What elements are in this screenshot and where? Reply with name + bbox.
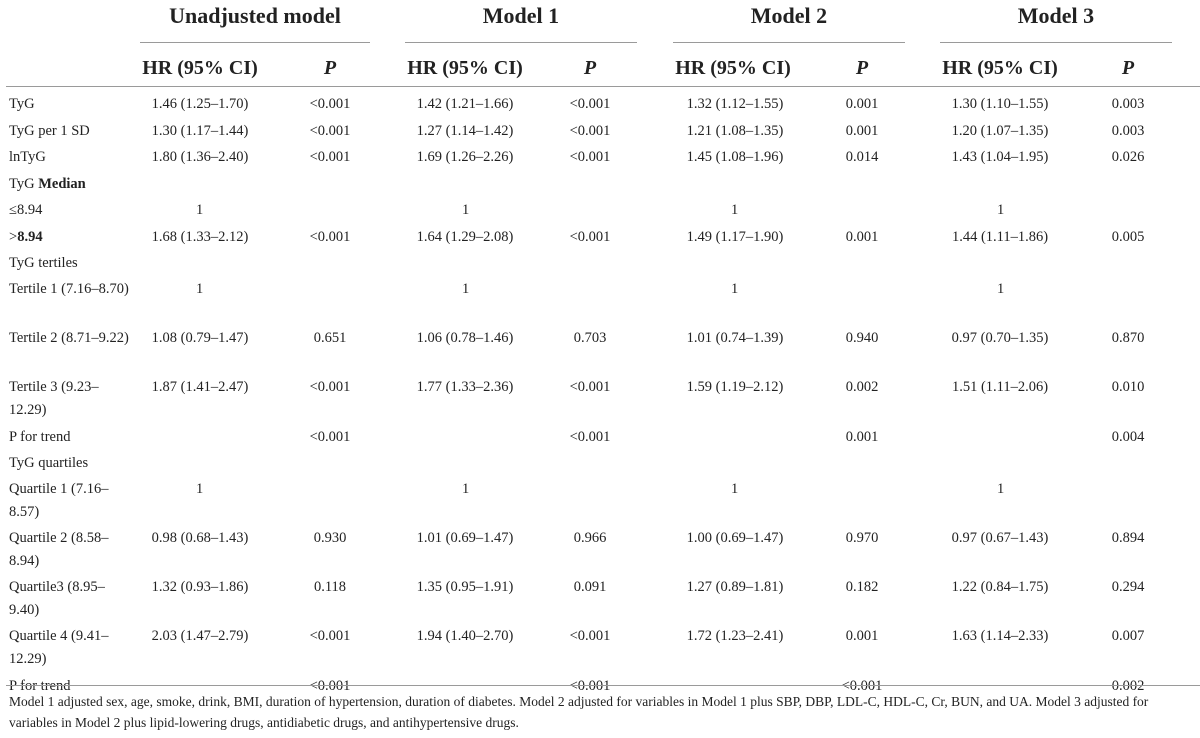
p-value-cell: 0.870 <box>1111 329 1145 346</box>
hr-cell: 1 <box>997 280 1005 297</box>
subheader-hr: HR (95% CI) <box>407 57 523 79</box>
hr-cell: 1 <box>462 480 470 497</box>
hr-cell: 1.44 (1.11–1.86) <box>951 228 1049 245</box>
p-value-cell: 0.894 <box>1111 529 1145 546</box>
hr-cell: 1.64 (1.29–2.08) <box>416 228 514 245</box>
row-label-bold: 8.94 <box>17 228 43 245</box>
table-row <box>0 250 1200 277</box>
row-label <box>9 478 129 524</box>
p-value-cell: 0.004 <box>1111 428 1145 445</box>
p-value-cell: 0.940 <box>845 329 879 346</box>
row-label <box>9 450 129 477</box>
hr-cell: 1.35 (0.95–1.91) <box>416 578 514 595</box>
row-label-text: P for trend <box>9 677 71 694</box>
hr-cell: 0.97 (0.70–1.35) <box>951 329 1049 346</box>
group-rule <box>140 42 370 43</box>
row-label-text: TyG quartiles <box>9 455 89 471</box>
row-label-bold: Median <box>38 175 86 192</box>
hr-cell: 1.45 (1.08–1.96) <box>686 149 784 165</box>
row-label-text: ≤8.94 <box>9 202 43 218</box>
hr-cell: 1.06 (0.78–1.46) <box>416 329 514 346</box>
subheader-hr: HR (95% CI) <box>942 57 1058 79</box>
hr-cell: 1.08 (0.79–1.47) <box>151 329 249 346</box>
row-label <box>9 118 129 145</box>
hr-cell: 1.27 (1.14–1.42) <box>416 122 514 139</box>
table-row <box>0 118 1200 145</box>
p-value-cell: 0.001 <box>845 627 879 644</box>
p-value-cell: <0.001 <box>309 627 351 644</box>
p-value-cell: <0.001 <box>309 378 351 395</box>
p-value-cell: 0.002 <box>845 378 879 395</box>
group-header-unadjusted: Unadjusted model <box>169 3 341 28</box>
table-row <box>0 575 1200 624</box>
hr-cell: 1 <box>731 202 739 218</box>
row-label <box>9 171 129 198</box>
hr-cell: 1.32 (0.93–1.86) <box>151 578 249 595</box>
hr-cell: 1.30 (1.10–1.55) <box>951 96 1049 112</box>
row-label-text: TyG tertiles <box>9 255 78 271</box>
row-label-text: Quartile 1 (7.16–8.57) <box>9 480 109 520</box>
p-value-cell: <0.001 <box>309 228 351 245</box>
subheader-p: P <box>855 57 869 79</box>
hr-cell: 1 <box>731 480 739 497</box>
p-value-cell: 0.966 <box>573 529 607 546</box>
table-row <box>0 450 1200 477</box>
hr-cell: 1.69 (1.26–2.26) <box>416 149 514 165</box>
hr-cell: 1.80 (1.36–2.40) <box>151 149 249 165</box>
subheader-p: P <box>583 57 597 79</box>
p-value-cell: 0.001 <box>845 122 879 139</box>
row-label-text: Quartile 4 (9.41–12.29) <box>9 627 109 667</box>
hr-cell: 1 <box>196 480 204 497</box>
subheader-p: P <box>1121 57 1135 79</box>
footer-rule <box>6 685 1200 686</box>
table-footnote: Model 1 adjusted sex, age, smoke, drink, BMI, duration of hypertension, duration of diabetes. Model 2 adjusted for variables in Model 1 plus SBP, DBP, LDL-C, HDL-C, Cr, BUN, and UA. Model 3 adjusted for variables in Model 2 plus lipid-lowering drugs, antidiabetic drugs, and antihypertensive drugs. <box>9 694 1149 730</box>
p-value-cell: 0.118 <box>313 578 347 595</box>
p-value-cell: <0.001 <box>309 122 351 139</box>
table-row <box>0 424 1200 451</box>
group-header-model-2: Model 2 <box>750 3 828 28</box>
hr-cell: 1.32 (1.12–1.55) <box>686 96 784 112</box>
hr-cell: 1.22 (0.84–1.75) <box>951 578 1049 595</box>
row-label-text: Tertile 2 (8.71–9.22) <box>9 329 129 346</box>
p-value-cell: <0.001 <box>309 677 351 694</box>
p-value-cell: 0.007 <box>1111 627 1145 644</box>
p-value-cell: <0.001 <box>569 428 611 445</box>
p-value-cell: <0.001 <box>569 149 611 165</box>
table-row <box>0 477 1200 526</box>
p-value-cell: 0.970 <box>845 529 879 546</box>
table-body <box>0 91 1200 699</box>
p-value-cell: 0.182 <box>845 578 879 595</box>
group-rule <box>673 42 905 43</box>
hr-cell: 2.03 (1.47–2.79) <box>151 627 249 644</box>
p-value-cell: <0.001 <box>309 149 351 165</box>
hr-cell: 1.21 (1.08–1.35) <box>686 122 784 139</box>
hr-cell: 1.87 (1.41–2.47) <box>151 378 249 395</box>
hr-cell: 1.77 (1.33–2.36) <box>416 378 514 395</box>
hr-cell: 1 <box>997 480 1005 497</box>
row-label-text: TyG <box>9 175 39 192</box>
hr-cell: 1 <box>462 202 470 218</box>
row-label <box>9 250 129 277</box>
hr-cell: 1 <box>462 280 470 297</box>
p-value-cell: 0.014 <box>845 149 879 165</box>
row-label-text: Tertile 1 (7.16–8.70) <box>9 280 129 297</box>
row-label-text: Quartile3 (8.95–9.40) <box>9 578 105 618</box>
row-label-text: Tertile 3 (9.23–12.29) <box>9 378 99 418</box>
p-value-cell: <0.001 <box>841 677 883 694</box>
p-value-cell: 0.930 <box>313 529 347 546</box>
table-row <box>0 144 1200 171</box>
table-row <box>0 624 1200 673</box>
row-label <box>9 527 129 573</box>
hr-cell: 1 <box>997 202 1005 218</box>
p-value-cell: 0.026 <box>1111 149 1145 165</box>
p-value-cell: <0.001 <box>309 428 351 445</box>
hr-cell: 1.72 (1.23–2.41) <box>686 627 784 644</box>
group-rule <box>940 42 1172 43</box>
p-value-cell: <0.001 <box>569 122 611 139</box>
p-value-cell: 0.005 <box>1111 228 1145 245</box>
p-value-cell: <0.001 <box>569 627 611 644</box>
p-value-cell: <0.001 <box>569 228 611 245</box>
hr-cell: 1.43 (1.04–1.95) <box>951 149 1049 165</box>
group-header-model-3: Model 3 <box>1017 3 1095 28</box>
p-value-cell: 0.002 <box>1111 677 1145 694</box>
p-value-cell: 0.001 <box>845 228 879 245</box>
row-label-text: TyG <box>9 96 35 112</box>
row-label <box>9 144 129 171</box>
hr-cell: 1.59 (1.19–2.12) <box>686 378 784 395</box>
p-value-cell: <0.001 <box>569 96 611 112</box>
hr-cell: 1 <box>196 202 204 218</box>
hr-cell: 0.98 (0.68–1.43) <box>151 529 249 546</box>
hr-cell: 1 <box>196 280 204 297</box>
hr-cell: 1.49 (1.17–1.90) <box>686 228 784 245</box>
row-label <box>9 576 129 622</box>
hr-cell: 1.30 (1.17–1.44) <box>151 122 249 139</box>
hr-cell: 1.01 (0.74–1.39) <box>686 329 784 346</box>
subheader-p: P <box>323 57 337 79</box>
row-label-text: Quartile 2 (8.58–8.94) <box>9 529 109 569</box>
group-rule <box>405 42 637 43</box>
p-value-cell: <0.001 <box>569 378 611 395</box>
row-label <box>9 625 129 671</box>
hr-cell: 1.94 (1.40–2.70) <box>416 627 514 644</box>
p-value-cell: 0.003 <box>1111 96 1145 112</box>
row-label <box>9 327 129 350</box>
table-row <box>0 277 1200 326</box>
hr-cell: 1.51 (1.11–2.06) <box>951 378 1049 395</box>
subheader-hr: HR (95% CI) <box>142 57 258 79</box>
row-label <box>9 197 129 224</box>
hr-cell: 1.01 (0.69–1.47) <box>416 529 514 546</box>
p-value-cell: 0.703 <box>573 329 607 346</box>
row-label-text: > <box>9 228 18 245</box>
hr-cell: 1.27 (0.89–1.81) <box>686 578 784 595</box>
hr-cell: 1.42 (1.21–1.66) <box>416 96 514 112</box>
hr-cell: 1.63 (1.14–2.33) <box>951 627 1049 644</box>
p-value-cell: 0.001 <box>845 96 879 112</box>
table-row <box>0 171 1200 198</box>
hr-cell: 1.68 (1.33–2.12) <box>151 228 249 245</box>
group-header-model-1: Model 1 <box>482 3 560 28</box>
row-label-text: TyG per 1 SD <box>9 122 90 139</box>
hr-cell: 0.97 (0.67–1.43) <box>951 529 1049 546</box>
table-row <box>0 224 1200 251</box>
hr-cell: 1.00 (0.69–1.47) <box>686 529 784 546</box>
p-value-cell: 0.003 <box>1111 122 1145 139</box>
subheader-hr: HR (95% CI) <box>675 57 791 79</box>
table-row <box>0 526 1200 575</box>
row-label <box>9 424 129 451</box>
table-row <box>0 91 1200 118</box>
hr-cell: 1.46 (1.25–1.70) <box>151 96 249 112</box>
p-value-cell: 0.010 <box>1111 378 1145 395</box>
row-label-text: P for trend <box>9 428 71 445</box>
p-value-cell: <0.001 <box>569 677 611 694</box>
table-row <box>0 326 1200 375</box>
hr-cell: 1.20 (1.07–1.35) <box>951 122 1049 139</box>
p-value-cell: <0.001 <box>309 96 351 112</box>
table-row <box>0 197 1200 224</box>
row-label-text: lnTyG <box>9 149 46 165</box>
p-value-cell: 0.294 <box>1111 578 1145 595</box>
row-label <box>9 224 129 251</box>
hr-cell: 1 <box>731 280 739 297</box>
row-label <box>9 91 129 118</box>
table-row <box>0 375 1200 424</box>
row-label <box>9 278 129 301</box>
p-value-cell: 0.001 <box>845 428 879 445</box>
p-value-cell: 0.091 <box>573 578 607 595</box>
p-value-cell: 0.651 <box>313 329 347 346</box>
header-rule <box>6 86 1200 87</box>
row-label <box>9 376 129 422</box>
